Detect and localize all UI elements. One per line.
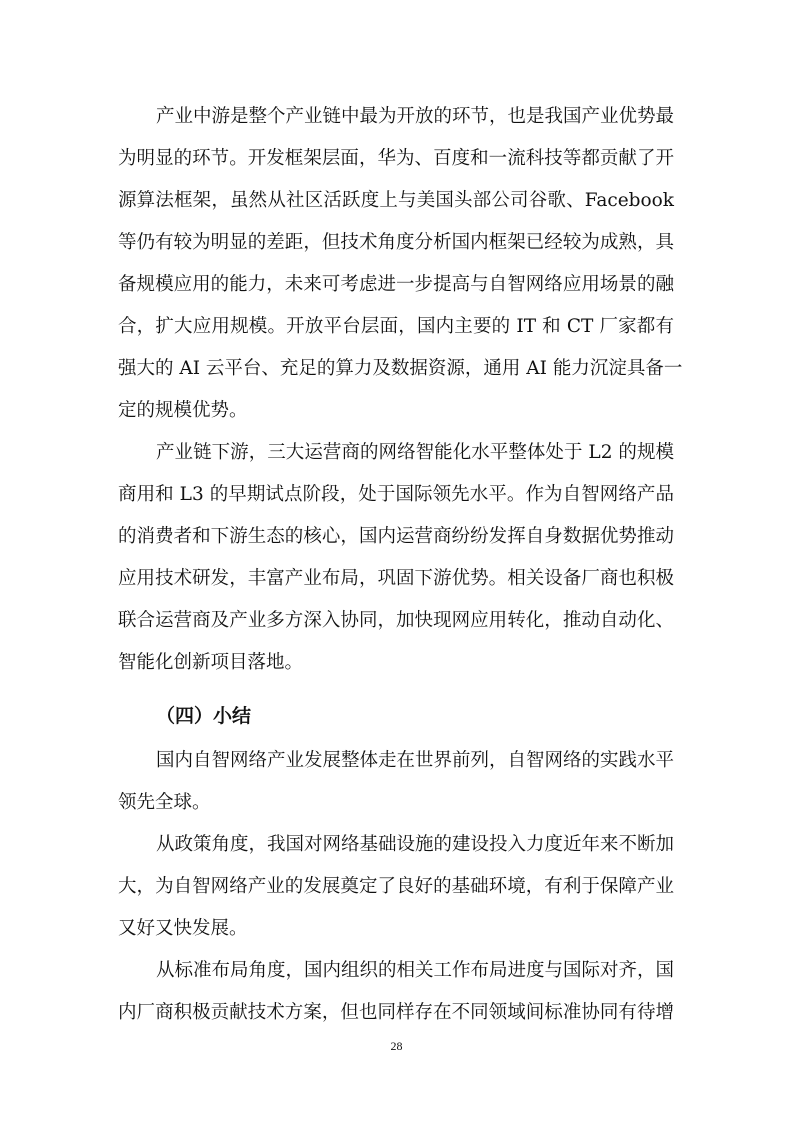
paragraph-2-line-4: 应用技术研发，丰富产业布局，巩固下游优势。相关设备厂商也积极 bbox=[118, 568, 674, 589]
paragraph-1-line-3: 源算法框架，虽然从社区活跃度上与美国头部公司谷歌、Facebook bbox=[118, 190, 674, 211]
paragraph-2-line-2: 商用和 L3 的早期试点阶段，处于国际领先水平。作为自智网络产品 bbox=[118, 484, 674, 505]
paragraph-1-line-4: 等仍有较为明显的差距，但技术角度分析国内框架已经较为成熟，具 bbox=[118, 232, 674, 253]
paragraph-2-line-5: 联合运营商及产业多方深入协同，加快现网应用转化，推动自动化、 bbox=[118, 610, 674, 631]
paragraph-1-line-5: 备规模应用的能力，未来可考虑进一步提高与自智网络应用场景的融 bbox=[118, 274, 674, 295]
paragraph-5-line-2: 内厂商积极贡献技术方案，但也同样存在不同领域间标准协同有待增 bbox=[118, 1002, 674, 1023]
section-heading: （四）小结 bbox=[156, 705, 252, 727]
page-number: 28 bbox=[390, 1039, 403, 1053]
paragraph-5-line-1: 从标准布局角度，国内组织的相关工作布局进度与国际对齐，国 bbox=[156, 960, 675, 981]
paragraph-1-line-1: 产业中游是整个产业链中最为开放的环节，也是我国产业优势最 bbox=[156, 106, 675, 127]
paragraph-1-line-8: 定的规模优势。 bbox=[118, 400, 248, 421]
paragraph-4-line-3: 又好又快发展。 bbox=[118, 918, 248, 939]
paragraph-4-line-2: 大，为自智网络产业的发展奠定了良好的基础环境，有利于保障产业 bbox=[118, 876, 674, 897]
paragraph-1-line-2: 为明显的环节。开发框架层面，华为、百度和一流科技等都贡献了开 bbox=[118, 148, 674, 169]
paragraph-4-line-1: 从政策角度，我国对网络基础设施的建设投入力度近年来不断加 bbox=[156, 834, 675, 855]
paragraph-1-line-6: 合，扩大应用规模。开放平台层面，国内主要的 IT 和 CT 厂家都有 bbox=[118, 316, 674, 337]
paragraph-2-line-6: 智能化创新项目落地。 bbox=[118, 652, 304, 673]
paragraph-1-line-7: 强大的 AI 云平台、充足的算力及数据资源，通用 AI 能力沉淀具备一 bbox=[118, 358, 683, 379]
paragraph-3-line-1: 国内自智网络产业发展整体走在世界前列，自智网络的实践水平 bbox=[156, 750, 675, 771]
paragraph-3-line-2: 领先全球。 bbox=[118, 792, 211, 813]
paragraph-2-line-3: 的消费者和下游生态的核心，国内运营商纷纷发挥自身数据优势推动 bbox=[118, 526, 674, 547]
paragraph-2-line-1: 产业链下游，三大运营商的网络智能化水平整体处于 L2 的规模 bbox=[156, 442, 674, 463]
